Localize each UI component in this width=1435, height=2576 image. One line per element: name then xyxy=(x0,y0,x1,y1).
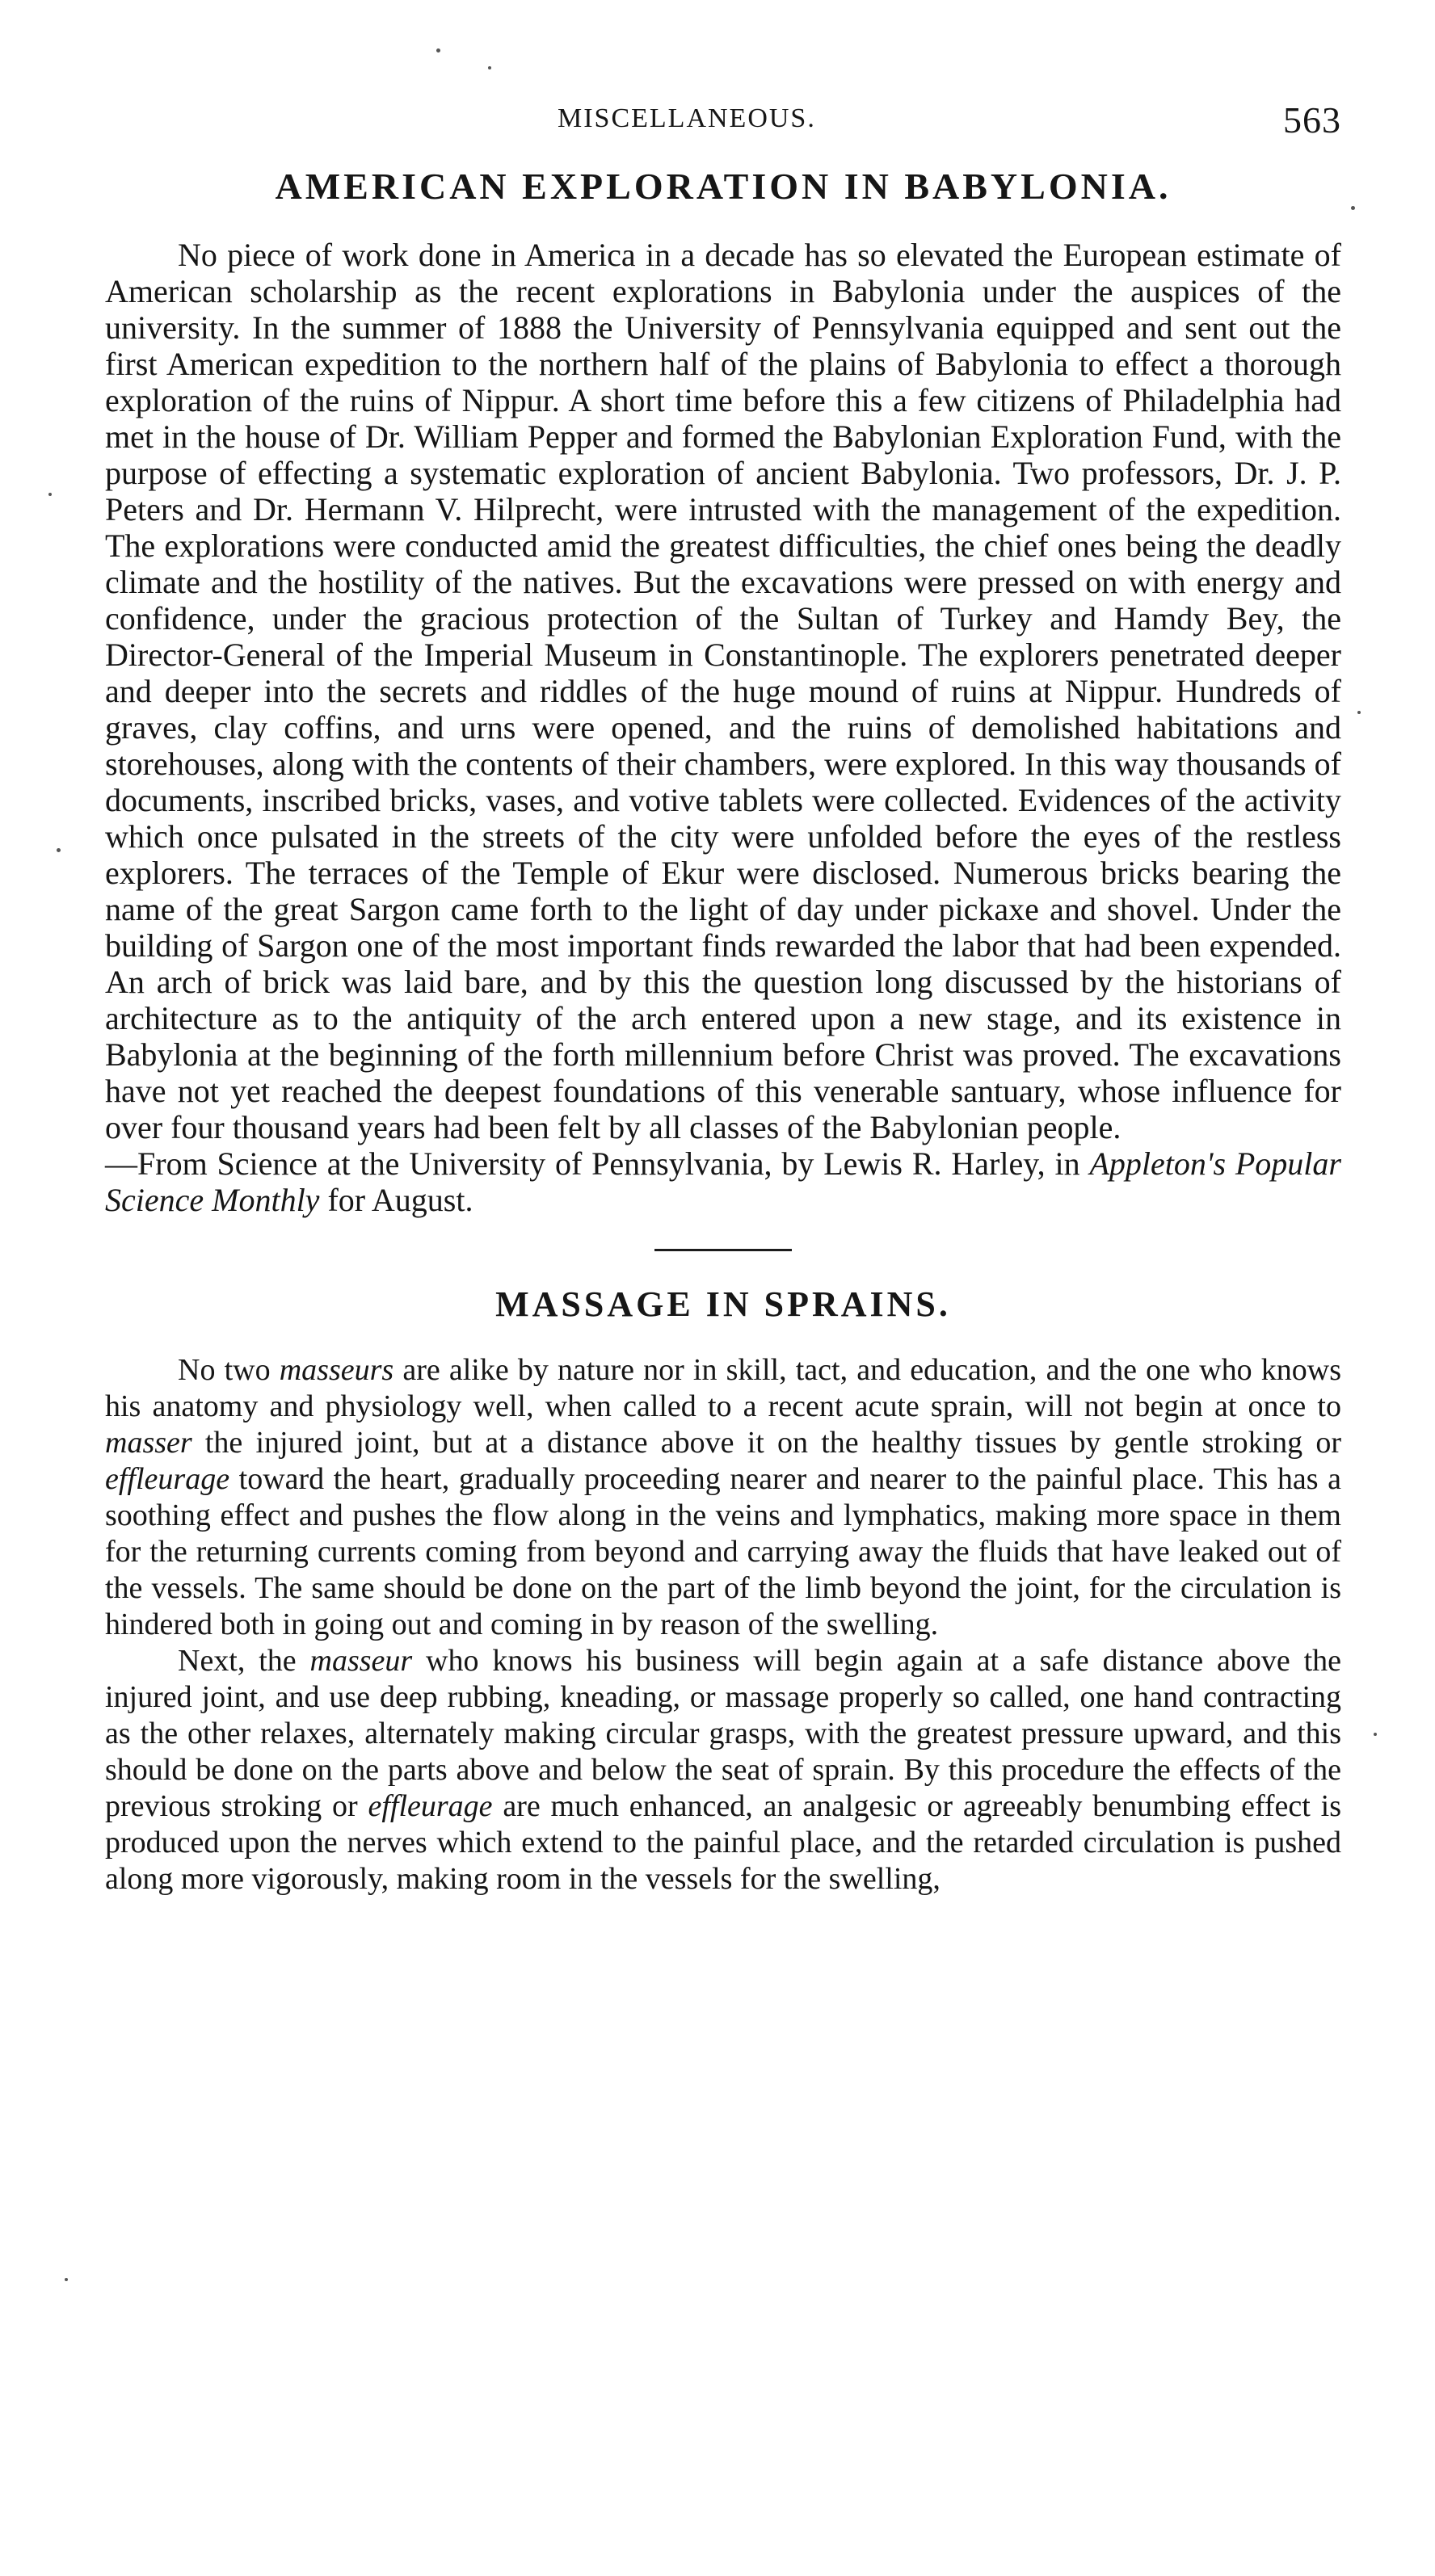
text-run: the injured joint, but at a distance above it on the healthy tissues by gentle stroking or xyxy=(191,1426,1341,1460)
article-paragraph-massage-2 xyxy=(105,1643,1341,1897)
text-run: Next, the xyxy=(178,1644,310,1678)
italic-term: effleurage xyxy=(368,1789,493,1823)
scan-speck xyxy=(48,493,52,496)
italic-term: masseur xyxy=(309,1644,413,1678)
scan-speck xyxy=(57,848,61,852)
italic-term: effleurage xyxy=(105,1462,230,1496)
scan-speck xyxy=(1374,1733,1377,1736)
citation-suffix: for August. xyxy=(319,1182,473,1218)
citation-text: —From Science at the University of Pennsylvania, by Lewis R. Harley, in xyxy=(105,1145,1090,1182)
text-run: toward the heart, gradually proceeding nearer and nearer to the painful place. This has a soothing effect and pushes the flow along in the veins and lymphatics, making more space in them for the returning currents coming from beyond and carrying away the fluids that have leaked out of the vessels. The same should be done on the part of the limb beyond the joint, for the circulation is hindered both in going out and coming in by reason of the swelling. xyxy=(105,1462,1341,1641)
text-run: who knows his business will begin again at a safe distance above the injured joint, and use deep rubbing, kneading, or massage properly so called, one hand contracting as the other relaxes, alternately making circular grasps, with the greatest pressure upward, and this should be done on the parts above and below the seat of sprain. By this procedure the effects of the previous stroking or xyxy=(105,1644,1341,1823)
text-run: are much enhanced, an analgesic or agreeably benumbing effect is produced upon the nerves which extend to the painful place, and the retarded circulation is pushed along more vigorously, making room in the vessels for the swelling, xyxy=(105,1789,1341,1896)
section-divider xyxy=(654,1249,792,1251)
text-run: are alike by nature nor in skill, tact, and education, and the one who knows his anatomy and physiology well, when called to a recent acute sprain, will not begin at once to xyxy=(105,1353,1341,1423)
scan-speck xyxy=(1351,206,1355,210)
page xyxy=(105,89,1341,1897)
italic-term: masseurs xyxy=(279,1353,394,1387)
running-head xyxy=(105,89,1341,145)
article-title-babylonia: AMERICAN EXPLORATION IN BABYLONIA. xyxy=(275,166,1172,207)
scan-speck xyxy=(436,48,440,53)
italic-term: masser xyxy=(105,1426,192,1460)
citation-source: Appleton's Popular Science Monthly xyxy=(105,1145,1341,1218)
text-run: No two xyxy=(178,1353,280,1387)
article-body-babylonia: No piece of work done in America in a decade has so elevated the European estimate of American scholarship as the recent explorations in Babylonia under the auspices of the university. In the summer of 1888 the University of Pennsylvania equipped and sent out the first American expedition to the northern half of the plains of Babylonia to effect a thorough exploration of the ruins of Nippur. A short time before this a few citizens of Philadelphia had met in the house of Dr. William Pepper and formed the Babylonian Exploration Fund, with the purpose of effecting a systematic exploration of ancient Babylonia. Two professors, Dr. J. P. Peters and Dr. Hermann V. Hilprecht, were intrusted with the management of the expedition. The explorations were conducted amid the greatest difficulties, the chief ones being the deadly climate and the hostility of the natives. But the excavations were pressed on with energy and confidence, under the gracious protection of the Sultan of Turkey and Hamdy Bey, the Director-General of the Imperial Museum in Constantinople. The explorers penetrated deeper and deeper into the secrets and riddles of the huge mound of ruins at Nippur. Hundreds of graves, clay coffins, and urns were opened, and the ruins of demolished habitations and storehouses, along with the contents of their chambers, were explored. In this way thousands of documents, inscribed bricks, vases, and votive tablets were collected. Evidences of the activity which once pulsated in the streets of the city were unfolded before the eyes of the restless explorers. The terraces of the Temple of Ekur were disclosed. Numerous bricks bearing the name of the great Sargon came forth to the light of day under pickaxe and shovel. Under the building of Sargon one of the most important finds rewarded the labor that had been expended. An arch of brick was laid bare, and by this the question long discussed by the historians of architecture as to the antiquity of the arch entered upon a new stage, and its existence in Babylonia at the beginning of the forth millennium before Christ was proved. The excavations have not yet reached the deepest foundations of this venerable santuary, whose influence for over four thousand years had been felt by all classes of the Babylonian people. xyxy=(105,237,1341,1145)
page-number: 563 xyxy=(1283,99,1341,141)
article-citation xyxy=(105,1145,1341,1218)
article-title-massage: MASSAGE IN SPRAINS. xyxy=(495,1284,951,1324)
scan-speck xyxy=(488,66,491,69)
article-paragraph-massage-1 xyxy=(105,1352,1341,1643)
scan-speck xyxy=(1357,711,1361,714)
scan-speck xyxy=(65,2278,68,2281)
section-title: MISCELLANEOUS. xyxy=(558,103,816,133)
